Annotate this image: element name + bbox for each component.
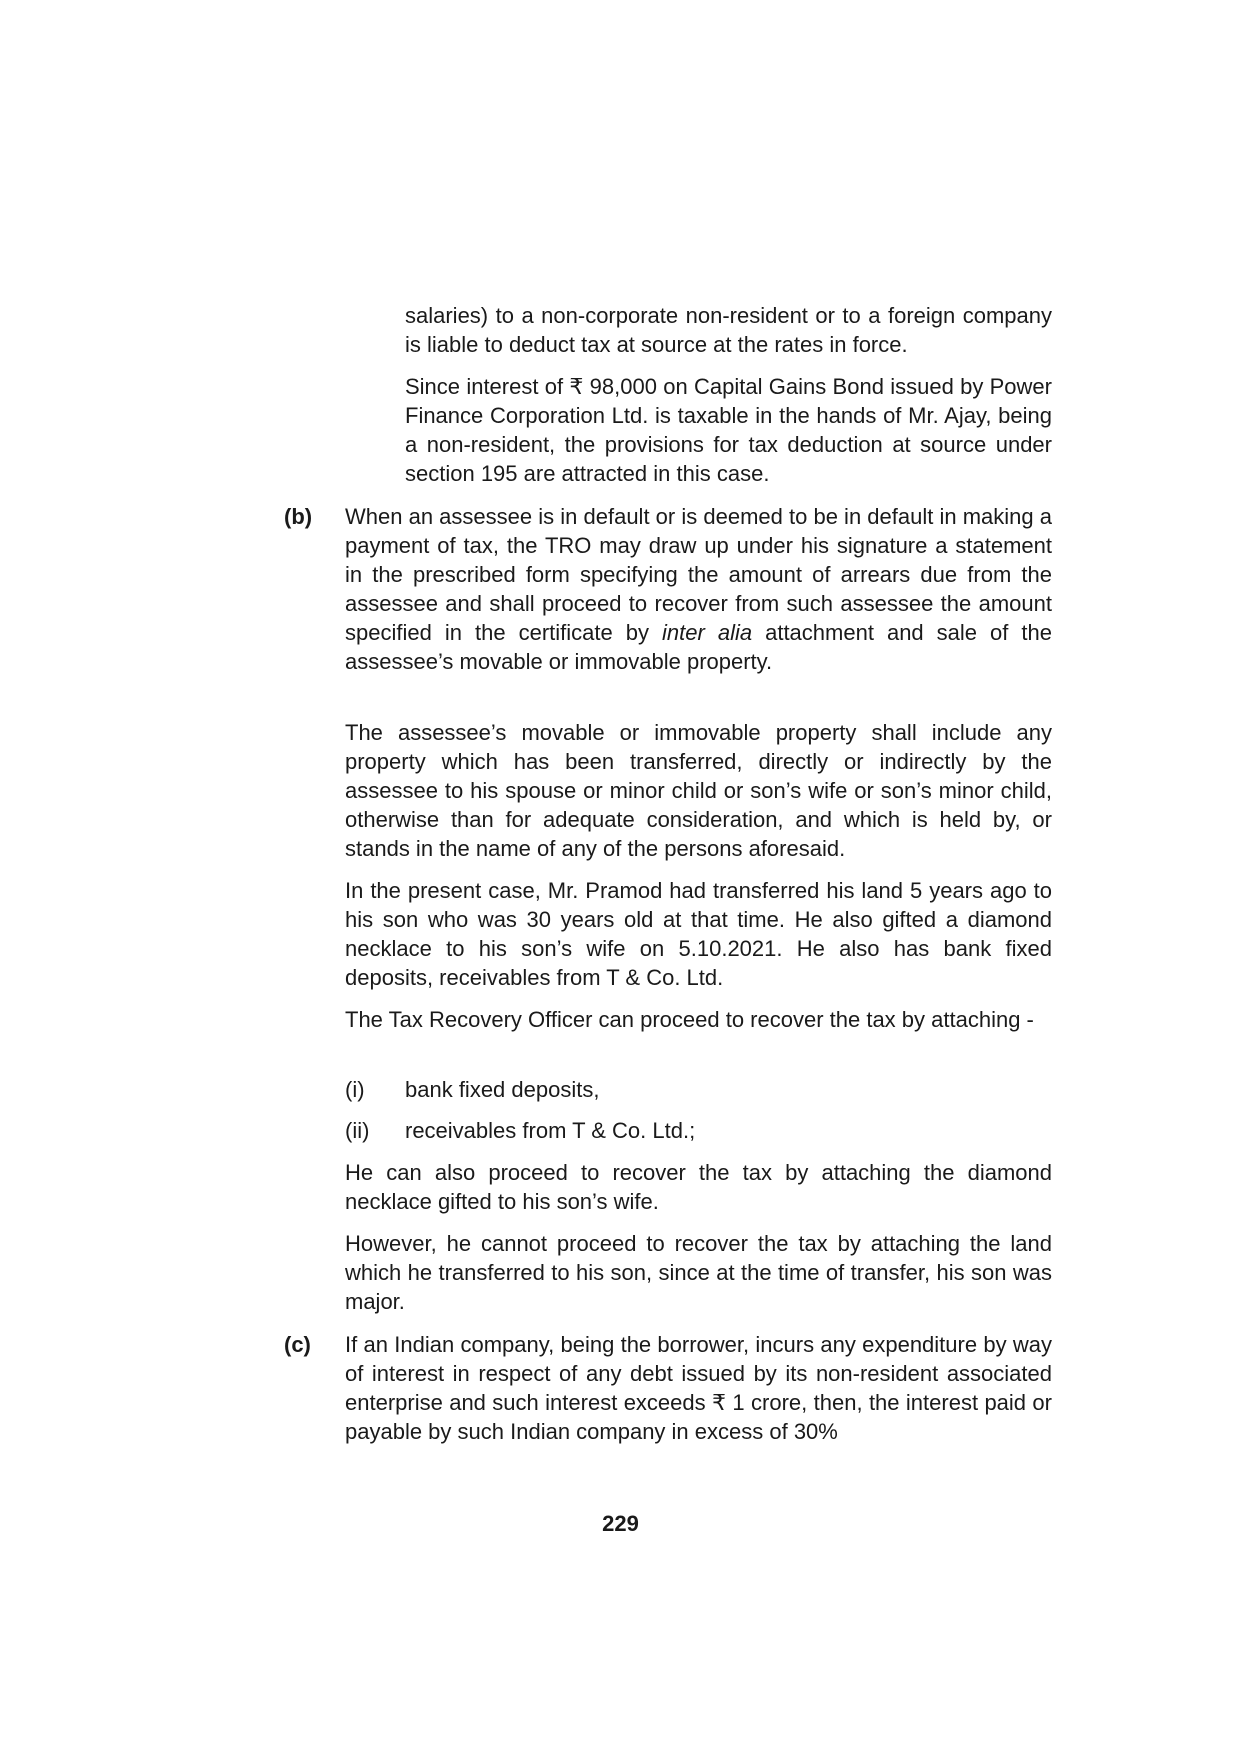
list-number-1: (i) (345, 1077, 365, 1102)
paragraph-b-italic: inter alia (662, 620, 753, 645)
paragraph-b-tro: The Tax Recovery Officer can proceed to recover the tax by attaching - (345, 1007, 1034, 1032)
paragraph-b-necklace: He can also proceed to recover the tax by attaching the diamond necklace gifted to his son’s wife. (345, 1160, 1052, 1214)
paragraph-b-default (345, 502, 1052, 676)
list-item-2: receivables from T & Co. Ltd.; (405, 1118, 696, 1143)
paragraph-b-property: The assessee’s movable or immovable property shall include any property which has been transferred, directly or indirectly by the assessee to his spouse or minor child or son’s wife or son’s minor child, otherwise than for adequate consideration, and which is held by, or stands in the name of any of the persons aforesaid. (345, 720, 1052, 861)
page-number: 229 (602, 1511, 639, 1536)
paragraph-b-text-1: When an assessee is in default or is deemed to be in default in making a payment of tax, the TRO may draw up under his signature a statement in the prescribed form specifying the amount of arrears due from the assessee and shall proceed to recover from such assessee the amount specified in the certificate by (345, 504, 1052, 645)
list-item-1: bank fixed deposits, (405, 1077, 600, 1102)
paragraph-b-present-case: In the present case, Mr. Pramod had transferred his land 5 years ago to his son who was 30 years old at that time. He also gifted a diamond necklace to his son’s wife on 5.10.2021. He also has bank fixed deposits, receivables from T & Co. Ltd. (345, 878, 1052, 990)
item-label-b: (b) (284, 504, 313, 529)
paragraph-interest-taxable: Since interest of ₹ 98,000 on Capital Gains Bond issued by Power Finance Corporation Ltd. is taxable in the hands of Mr. Ajay, being a non-resident, the provisions for tax deduction at source under section 195 are attracted in this case. (405, 374, 1052, 486)
paragraph-continuation: salaries) to a non-corporate non-resident or to a foreign company is liable to deduct tax at source at the rates in force. (405, 303, 1052, 357)
list-number-2: (ii) (345, 1118, 370, 1143)
paragraph-b-text-2: attachment and sale of the assessee’s movable or immovable property. (345, 620, 1052, 674)
item-label-c: (c) (284, 1332, 311, 1357)
paragraph-b-land: However, he cannot proceed to recover the tax by attaching the land which he transferred to his son, since at the time of transfer, his son was major. (345, 1231, 1052, 1314)
paragraph-c-interest: If an Indian company, being the borrower, incurs any expenditure by way of interest in respect of any debt issued by its non-resident associated enterprise and such interest exceeds ₹ 1 crore, then, the interest paid or payable by such Indian company in excess of 30% (345, 1332, 1052, 1444)
